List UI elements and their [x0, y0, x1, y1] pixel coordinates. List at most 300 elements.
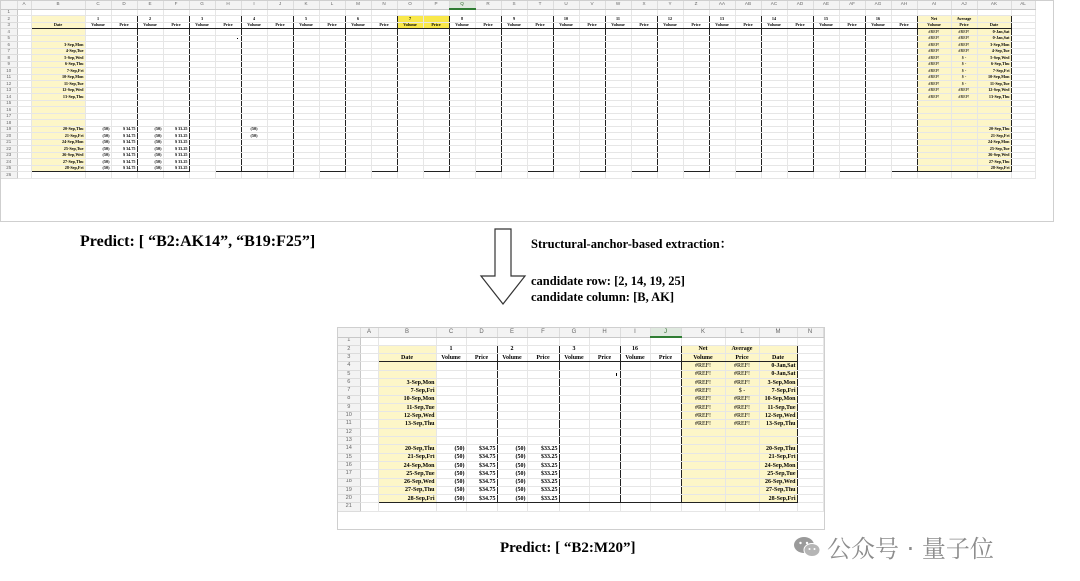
empty-cell[interactable] [797, 420, 823, 428]
date-cell[interactable]: 13-Sep,Thu [31, 94, 85, 101]
empty-cell[interactable] [497, 337, 527, 345]
empty-cell[interactable] [650, 445, 681, 453]
empty-cell[interactable] [620, 437, 650, 445]
empty-cell[interactable] [681, 437, 725, 445]
volume-header[interactable]: Volume [85, 22, 111, 29]
empty-cell[interactable] [797, 337, 823, 345]
date-cell[interactable]: 24-Sep,Mon [759, 461, 797, 469]
price-header[interactable]: Price [683, 22, 709, 29]
empty-cell[interactable] [360, 478, 378, 486]
empty-cell[interactable] [360, 461, 378, 469]
empty-cell[interactable] [527, 437, 559, 445]
group-number[interactable]: 8 [449, 16, 475, 23]
group-number[interactable]: 2 [497, 345, 527, 353]
empty-cell[interactable] [589, 445, 620, 453]
empty-cell[interactable] [620, 420, 650, 428]
volume-cell[interactable]: (50) [137, 152, 163, 159]
empty-cell[interactable] [797, 470, 823, 478]
empty-cell[interactable] [371, 172, 397, 179]
empty-cell[interactable] [797, 362, 823, 370]
volume-header[interactable]: Volume [709, 22, 735, 29]
empty-cell[interactable] [725, 486, 759, 494]
date-cell[interactable]: 5-Sep,Wed [977, 55, 1011, 62]
price-cell[interactable]: $34.75 [466, 445, 497, 453]
average-price-cell[interactable]: $ - [951, 68, 977, 75]
price-cell[interactable]: $ 34.75 [111, 159, 137, 166]
empty-cell[interactable] [497, 362, 527, 370]
row-header[interactable]: 18 [338, 478, 360, 486]
column-header-h[interactable]: H [589, 328, 620, 337]
empty-cell[interactable] [683, 172, 709, 179]
empty-cell[interactable] [360, 362, 378, 370]
empty-cell[interactable] [951, 172, 977, 179]
column-header-k[interactable]: K [293, 1, 319, 9]
date-cell[interactable]: 27-Sep,Thu [378, 486, 436, 494]
empty-cell[interactable] [797, 428, 823, 436]
empty-cell[interactable] [466, 503, 497, 511]
empty-cell[interactable] [466, 362, 497, 370]
column-header-aj[interactable]: AJ [951, 1, 977, 9]
column-header-t[interactable]: T [527, 1, 553, 9]
empty-cell[interactable] [797, 370, 823, 378]
empty-cell[interactable] [681, 486, 725, 494]
date-cell[interactable]: 24-Sep,Mon [31, 139, 85, 146]
empty-cell[interactable] [559, 337, 589, 345]
row-header[interactable]: 8 [1, 55, 17, 62]
date-header[interactable]: Date [31, 22, 85, 29]
row-header[interactable]: 6 [1, 42, 17, 49]
date-cell[interactable]: 10-Sep,Mon [378, 395, 436, 403]
column-header-g[interactable]: G [559, 328, 589, 337]
empty-cell[interactable] [620, 445, 650, 453]
empty-cell[interactable] [360, 354, 378, 362]
price-cell[interactable]: $33.25 [527, 470, 559, 478]
empty-cell[interactable] [620, 495, 650, 503]
empty-cell[interactable] [360, 428, 378, 436]
date-cell[interactable]: 28-Sep,Fri [977, 165, 1011, 172]
empty-cell[interactable] [891, 172, 917, 179]
price-cell[interactable]: $33.25 [527, 453, 559, 461]
price-header[interactable]: Price [650, 354, 681, 362]
average-price-cell[interactable]: #REF! [725, 362, 759, 370]
row-header[interactable]: 18 [1, 120, 17, 127]
price-cell[interactable]: $34.75 [466, 495, 497, 503]
empty-cell[interactable] [797, 395, 823, 403]
empty-cell[interactable] [360, 445, 378, 453]
empty-cell[interactable] [589, 345, 620, 353]
empty-cell[interactable] [559, 370, 589, 378]
empty-cell[interactable] [436, 395, 466, 403]
row-header[interactable]: 21 [338, 503, 360, 511]
price-header[interactable]: Price [735, 22, 761, 29]
column-header-i[interactable]: I [241, 1, 267, 9]
column-header-x[interactable]: X [631, 1, 657, 9]
empty-cell[interactable] [559, 478, 589, 486]
date-cell[interactable]: 10-Sep,Mon [977, 74, 1011, 81]
empty-cell[interactable] [436, 503, 466, 511]
empty-cell[interactable] [589, 370, 620, 378]
empty-cell[interactable] [267, 172, 293, 179]
price-header[interactable]: Price [527, 354, 559, 362]
row-header[interactable]: 1 [1, 9, 17, 16]
empty-cell[interactable] [650, 337, 681, 345]
column-header-r[interactable]: R [475, 1, 501, 9]
empty-cell[interactable] [559, 486, 589, 494]
empty-cell[interactable] [378, 428, 436, 436]
empty-cell[interactable] [215, 172, 241, 179]
empty-cell[interactable] [797, 387, 823, 395]
date-cell[interactable]: 6-Sep,Thu [977, 61, 1011, 68]
empty-cell[interactable] [527, 362, 559, 370]
empty-cell[interactable] [527, 503, 559, 511]
column-header-m[interactable]: M [345, 1, 371, 9]
empty-cell[interactable] [527, 370, 559, 378]
empty-cell[interactable] [466, 345, 497, 353]
column-header-a[interactable]: A [17, 1, 31, 9]
empty-cell[interactable] [589, 362, 620, 370]
row-header[interactable]: 13 [1, 87, 17, 94]
net-volume-cell[interactable]: #REF! [917, 55, 951, 62]
price-header[interactable]: Price [579, 22, 605, 29]
date-cell[interactable]: 7-Sep,Fri [378, 387, 436, 395]
empty-cell[interactable] [527, 420, 559, 428]
empty-cell[interactable] [650, 486, 681, 494]
empty-cell[interactable] [620, 337, 650, 345]
volume-cell[interactable]: (50) [436, 495, 466, 503]
empty-cell[interactable] [650, 420, 681, 428]
date-cell[interactable]: 26-Sep,Wed [31, 152, 85, 159]
empty-cell[interactable] [397, 172, 423, 179]
volume-cell[interactable]: (50) [436, 453, 466, 461]
empty-cell[interactable] [797, 354, 823, 362]
empty-cell[interactable] [360, 453, 378, 461]
date-cell[interactable]: 11-Sep,Tue [378, 403, 436, 411]
net-volume-cell[interactable]: #REF! [917, 48, 951, 55]
empty-cell[interactable] [360, 378, 378, 386]
empty-cell[interactable] [17, 172, 31, 179]
empty-cell[interactable] [559, 412, 589, 420]
volume-cell[interactable]: (50) [497, 486, 527, 494]
price-cell[interactable]: $33.25 [527, 478, 559, 486]
price-header[interactable]: Price [319, 22, 345, 29]
column-header-k[interactable]: K [681, 328, 725, 337]
volume-cell[interactable]: (50) [497, 461, 527, 469]
price-cell[interactable]: $34.75 [466, 486, 497, 494]
volume-header[interactable]: Volume [813, 22, 839, 29]
empty-cell[interactable] [497, 403, 527, 411]
row-header[interactable]: 20 [338, 495, 360, 503]
empty-cell[interactable] [466, 370, 497, 378]
column-header-w[interactable]: W [605, 1, 631, 9]
empty-cell[interactable] [650, 403, 681, 411]
price-header[interactable]: Price [163, 22, 189, 29]
empty-cell[interactable] [559, 378, 589, 386]
row-header[interactable]: 5 [338, 370, 360, 378]
volume-header[interactable]: Volume [865, 22, 891, 29]
average-price-cell[interactable]: #REF! [951, 35, 977, 42]
price-cell[interactable]: $34.75 [466, 478, 497, 486]
column-header-j[interactable]: J [650, 328, 681, 337]
volume-cell[interactable]: (50) [436, 478, 466, 486]
empty-cell[interactable] [475, 172, 501, 179]
net-volume-cell[interactable]: #REF! [917, 87, 951, 94]
empty-cell[interactable] [589, 503, 620, 511]
column-header-o[interactable]: O [397, 1, 423, 9]
date-header[interactable]: Date [378, 354, 436, 362]
date-cell[interactable]: 27-Sep,Thu [977, 159, 1011, 166]
row-header[interactable]: 19 [338, 486, 360, 494]
volume-cell[interactable]: (50) [137, 165, 163, 172]
empty-cell[interactable] [319, 172, 345, 179]
row-header[interactable]: 14 [338, 445, 360, 453]
empty-cell[interactable] [360, 395, 378, 403]
column-header-u[interactable]: U [553, 1, 579, 9]
average-price-cell[interactable]: #REF! [725, 395, 759, 403]
group-number[interactable]: 7 [397, 16, 423, 23]
column-header-a[interactable]: A [360, 328, 378, 337]
empty-cell[interactable] [620, 362, 650, 370]
price-cell[interactable]: $33.25 [527, 445, 559, 453]
average-price-cell[interactable]: $ - [951, 81, 977, 88]
empty-cell[interactable] [360, 486, 378, 494]
row-header[interactable]: 3 [1, 22, 17, 29]
empty-cell[interactable] [725, 453, 759, 461]
net-volume-cell[interactable]: #REF! [917, 81, 951, 88]
date-cell[interactable]: 26-Sep,Wed [378, 478, 436, 486]
empty-cell[interactable] [360, 437, 378, 445]
volume-header[interactable]: Volume [553, 22, 579, 29]
volume-cell[interactable]: (50) [85, 165, 111, 172]
date-cell[interactable]: 3-Sep,Mon [378, 378, 436, 386]
row-header[interactable]: 17 [1, 113, 17, 120]
price-cell[interactable]: $33.25 [527, 461, 559, 469]
empty-cell[interactable] [360, 470, 378, 478]
empty-cell[interactable] [787, 172, 813, 179]
empty-cell[interactable] [589, 378, 620, 386]
row-header[interactable]: 22 [1, 146, 17, 153]
price-cell[interactable]: $33.25 [527, 486, 559, 494]
empty-cell[interactable] [977, 172, 1011, 179]
volume-cell[interactable]: (50) [137, 146, 163, 153]
price-cell[interactable]: $ 34.75 [111, 165, 137, 172]
empty-cell[interactable] [527, 387, 559, 395]
empty-cell[interactable] [527, 345, 559, 353]
empty-cell[interactable] [797, 345, 823, 353]
price-header[interactable]: Price [475, 22, 501, 29]
date-cell[interactable]: 3-Sep,Mon [977, 42, 1011, 49]
volume-header[interactable]: Volume [501, 22, 527, 29]
volume-header[interactable]: Volume [497, 354, 527, 362]
empty-cell[interactable] [725, 337, 759, 345]
column-header-s[interactable]: S [501, 1, 527, 9]
date-cell[interactable]: 3-Sep,Mon [31, 42, 85, 49]
date-cell[interactable]: 11-Sep,Tue [977, 81, 1011, 88]
column-header-ae[interactable]: AE [813, 1, 839, 9]
group-number[interactable]: 16 [865, 16, 891, 23]
date-cell[interactable]: 7-Sep,Fri [31, 68, 85, 75]
empty-cell[interactable] [466, 403, 497, 411]
date-cell[interactable]: 20-Sep,Thu [31, 126, 85, 133]
empty-cell[interactable] [360, 412, 378, 420]
empty-cell[interactable] [589, 453, 620, 461]
row-header[interactable]: 16 [1, 107, 17, 114]
empty-cell[interactable] [725, 445, 759, 453]
price-cell[interactable]: $ 33.25 [163, 159, 189, 166]
empty-cell[interactable] [650, 495, 681, 503]
column-header-c[interactable]: C [85, 1, 111, 9]
empty-cell[interactable] [527, 395, 559, 403]
average-price-cell[interactable]: #REF! [951, 87, 977, 94]
empty-cell[interactable] [360, 403, 378, 411]
empty-cell[interactable] [650, 345, 681, 353]
volume-header[interactable]: Volume [189, 22, 215, 29]
group-number[interactable]: 13 [709, 16, 735, 23]
empty-cell[interactable] [797, 503, 823, 511]
empty-cell[interactable] [559, 387, 589, 395]
date-cell[interactable]: 3-Sep,Mon [759, 378, 797, 386]
empty-cell[interactable] [620, 395, 650, 403]
empty-cell[interactable] [360, 503, 378, 511]
empty-cell[interactable] [137, 172, 163, 179]
row-header[interactable]: 25 [1, 165, 17, 172]
empty-cell[interactable] [725, 428, 759, 436]
group-number[interactable]: 6 [345, 16, 371, 23]
empty-cell[interactable] [241, 172, 267, 179]
empty-cell[interactable] [589, 403, 620, 411]
date-cell[interactable]: 0-Jan,Sat [759, 362, 797, 370]
row-header[interactable]: 1 [338, 337, 360, 345]
row-header[interactable]: 10 [1, 68, 17, 75]
volume-cell[interactable]: (50) [85, 146, 111, 153]
group-number[interactable]: 14 [761, 16, 787, 23]
group-number[interactable]: 12 [657, 16, 683, 23]
column-header-q[interactable]: Q [449, 1, 475, 9]
volume-cell[interactable]: (50) [497, 445, 527, 453]
row-header[interactable]: 3 [338, 354, 360, 362]
empty-cell[interactable] [497, 370, 527, 378]
empty-cell[interactable] [797, 461, 823, 469]
empty-cell[interactable] [559, 437, 589, 445]
volume-cell[interactable]: (50) [137, 139, 163, 146]
price-header[interactable]: Price [215, 22, 241, 29]
empty-cell[interactable] [497, 428, 527, 436]
row-header[interactable]: 26 [1, 172, 17, 179]
empty-cell[interactable] [436, 378, 466, 386]
empty-cell[interactable] [725, 470, 759, 478]
date-cell[interactable]: 20-Sep,Thu [378, 445, 436, 453]
empty-cell[interactable] [553, 172, 579, 179]
empty-cell[interactable] [527, 428, 559, 436]
empty-cell[interactable] [759, 345, 797, 353]
row-header[interactable]: 2 [1, 16, 17, 23]
empty-cell[interactable] [163, 172, 189, 179]
empty-cell[interactable] [559, 503, 589, 511]
group-number[interactable]: 10 [553, 16, 579, 23]
empty-cell[interactable] [650, 395, 681, 403]
empty-cell[interactable] [559, 362, 589, 370]
empty-cell[interactable] [559, 395, 589, 403]
empty-cell[interactable] [360, 495, 378, 503]
empty-cell[interactable] [360, 337, 378, 345]
empty-cell[interactable] [497, 387, 527, 395]
empty-cell[interactable] [797, 445, 823, 453]
date-cell[interactable] [378, 370, 436, 378]
empty-cell[interactable] [681, 445, 725, 453]
column-header-e[interactable]: E [497, 328, 527, 337]
empty-cell[interactable] [681, 428, 725, 436]
empty-cell[interactable] [497, 412, 527, 420]
empty-cell[interactable] [559, 420, 589, 428]
volume-header[interactable]: Volume [345, 22, 371, 29]
date-cell[interactable]: 0-Jan,Sat [759, 370, 797, 378]
group-number[interactable]: 9 [501, 16, 527, 23]
row-header[interactable]: 23 [1, 152, 17, 159]
empty-cell[interactable] [466, 395, 497, 403]
empty-cell[interactable] [293, 172, 319, 179]
date-cell[interactable]: 21-Sep,Fri [31, 133, 85, 140]
empty-cell[interactable] [761, 172, 787, 179]
row-header[interactable]: 11 [1, 74, 17, 81]
row-header[interactable]: 19 [1, 126, 17, 133]
group-number[interactable]: 16 [620, 345, 650, 353]
column-header-z[interactable]: Z [683, 1, 709, 9]
empty-cell[interactable] [650, 453, 681, 461]
date-cell[interactable]: 25-Sep,Tue [378, 470, 436, 478]
row-header[interactable]: 12 [338, 428, 360, 436]
date-cell[interactable]: 13-Sep,Thu [378, 420, 436, 428]
date-header[interactable]: Date [759, 354, 797, 362]
date-cell[interactable]: 12-Sep,Wed [31, 87, 85, 94]
volume-cell[interactable]: (50) [137, 133, 163, 140]
column-header-ai[interactable]: AI [917, 1, 951, 9]
date-cell[interactable]: 4-Sep,Tue [977, 48, 1011, 55]
empty-cell[interactable] [681, 478, 725, 486]
price-cell[interactable]: $ 33.25 [163, 152, 189, 159]
date-cell[interactable]: 11-Sep,Tue [31, 81, 85, 88]
empty-cell[interactable] [917, 172, 951, 179]
empty-cell[interactable] [466, 428, 497, 436]
date-cell[interactable]: 0-Jan,Sat [977, 35, 1011, 42]
average-price-header[interactable]: Price [725, 354, 759, 362]
empty-cell[interactable] [681, 470, 725, 478]
row-header[interactable]: 21 [1, 139, 17, 146]
volume-cell[interactable]: (50) [436, 445, 466, 453]
empty-cell[interactable] [681, 453, 725, 461]
average-price-cell[interactable]: #REF! [951, 48, 977, 55]
volume-header[interactable]: Volume [761, 22, 787, 29]
date-cell[interactable]: 20-Sep,Thu [759, 445, 797, 453]
empty-cell[interactable] [650, 437, 681, 445]
net-volume-cell[interactable]: #REF! [917, 68, 951, 75]
empty-cell[interactable] [589, 387, 620, 395]
volume-cell[interactable]: (50) [85, 133, 111, 140]
date-cell[interactable]: 27-Sep,Thu [31, 159, 85, 166]
net-volume-cell[interactable]: #REF! [681, 362, 725, 370]
column-header-v[interactable]: V [579, 1, 605, 9]
empty-cell[interactable] [559, 428, 589, 436]
price-header[interactable]: Price [423, 22, 449, 29]
column-header-h[interactable]: H [215, 1, 241, 9]
volume-cell[interactable]: (50) [241, 133, 267, 140]
empty-cell[interactable] [797, 403, 823, 411]
date-cell[interactable]: 13-Sep,Thu [977, 94, 1011, 101]
volume-header[interactable]: Volume [436, 354, 466, 362]
column-header-ah[interactable]: AH [891, 1, 917, 9]
group-number[interactable]: 5 [293, 16, 319, 23]
empty-cell[interactable] [620, 461, 650, 469]
average-price-cell[interactable]: #REF! [951, 94, 977, 101]
empty-cell[interactable] [436, 412, 466, 420]
